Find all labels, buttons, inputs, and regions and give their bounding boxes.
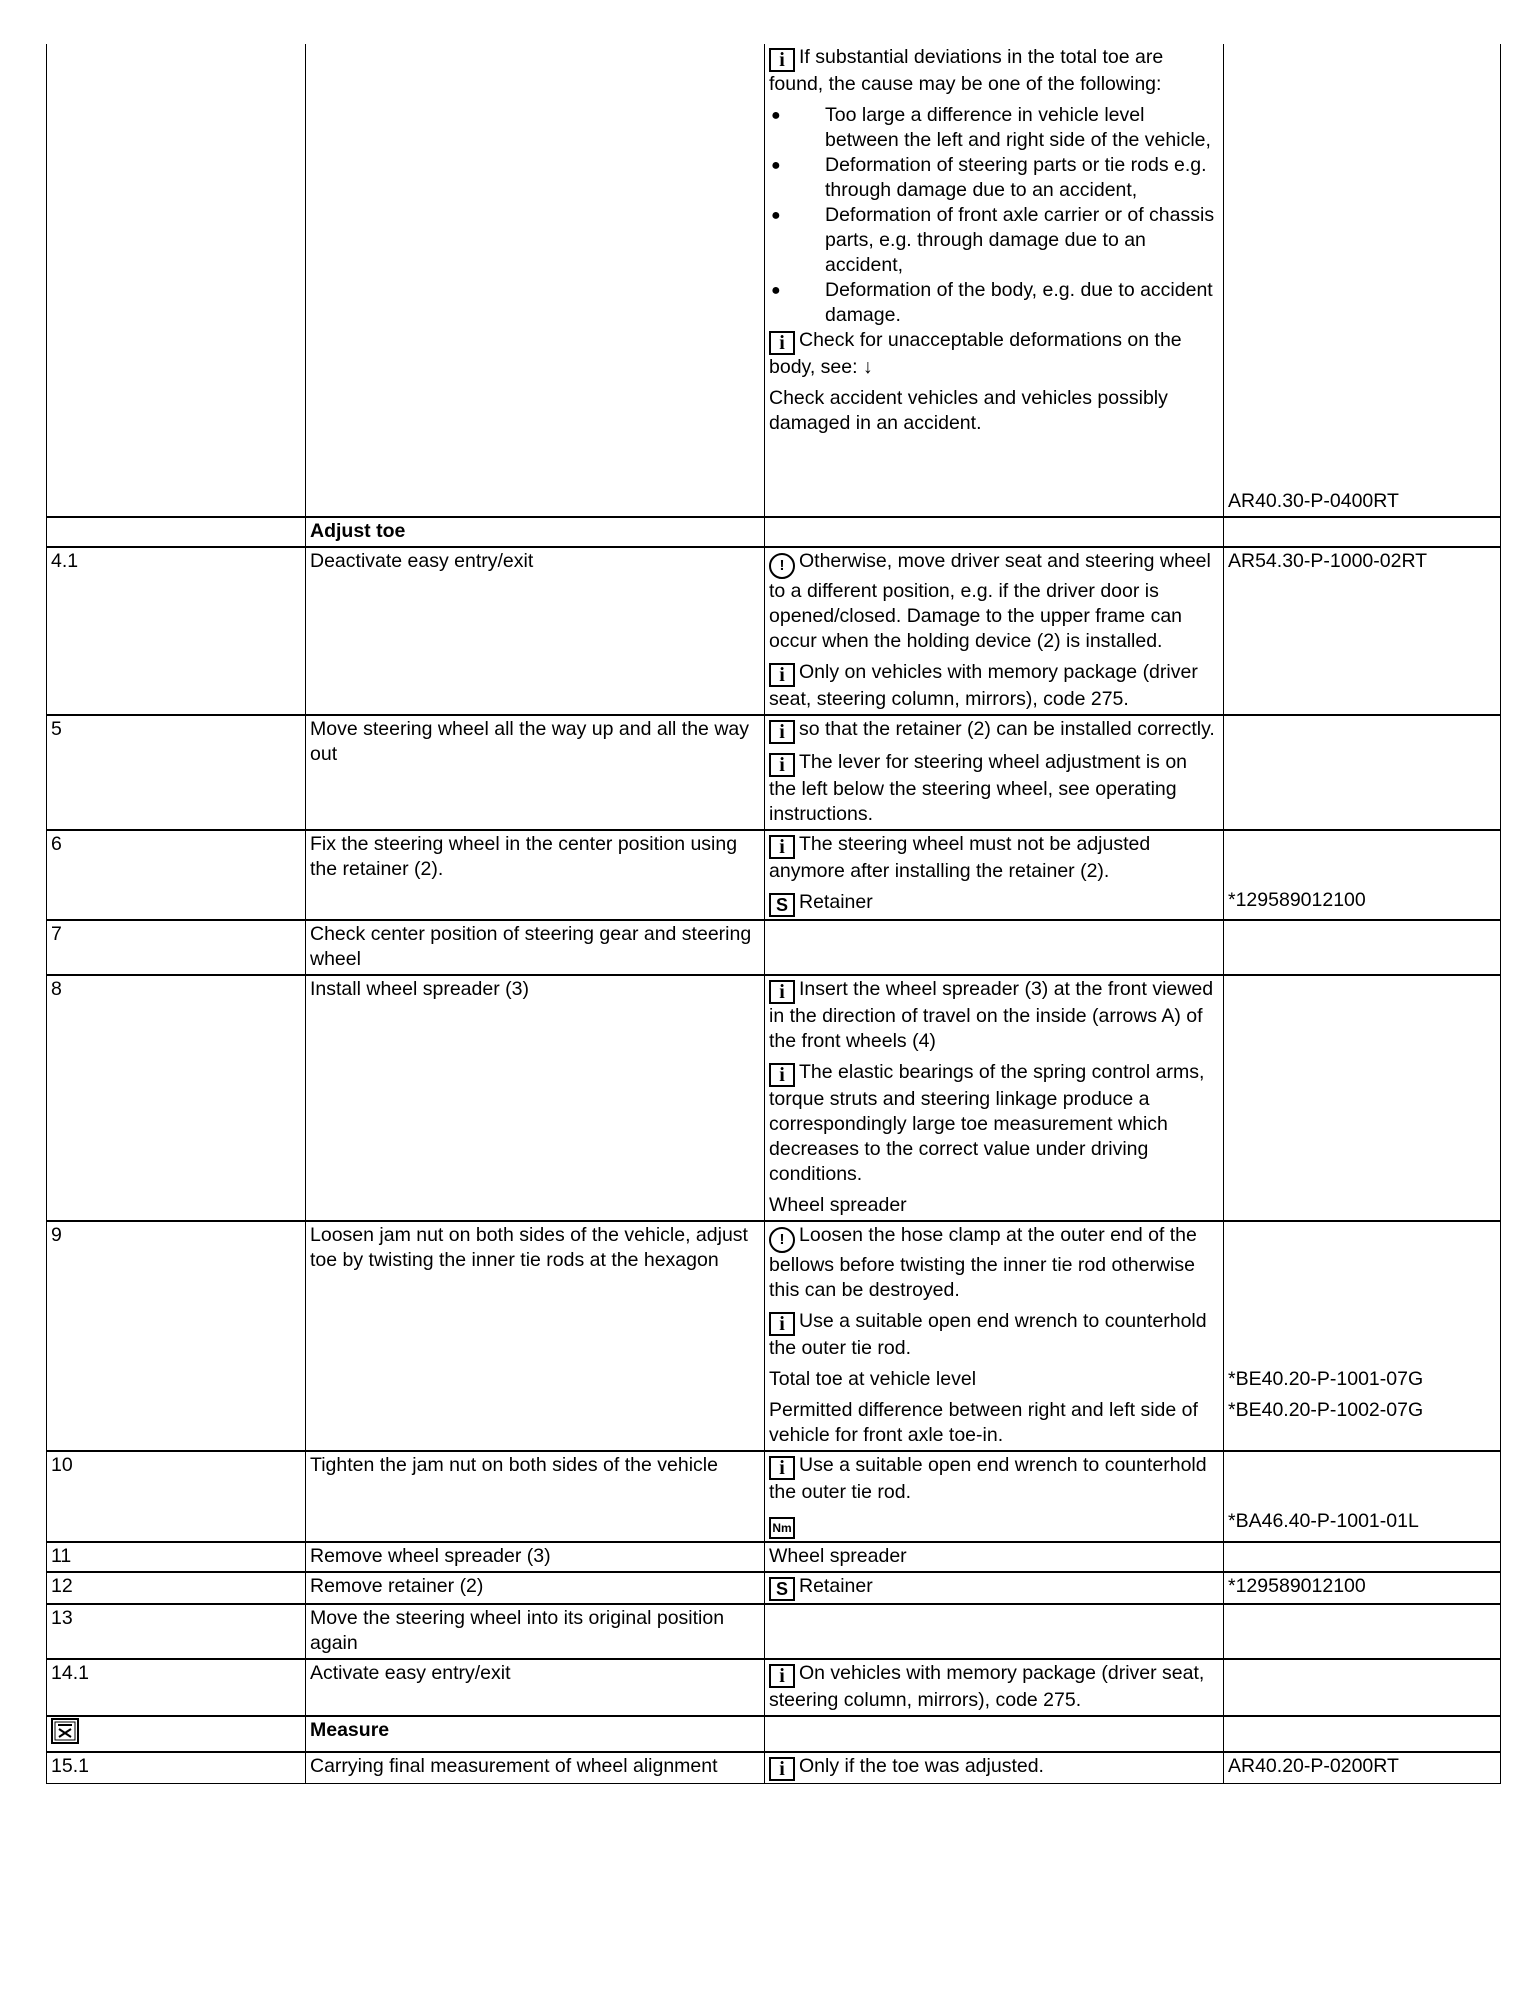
note-text: Use a suitable open end wrench to counterhold the outer tie rod. bbox=[769, 1454, 1207, 1503]
notes-cell bbox=[765, 1716, 1224, 1752]
note-text: Loosen the hose clamp at the outer end of the bellows before twisting the inner tie rod otherwise this can be destroyed. bbox=[769, 1224, 1197, 1301]
table-row bbox=[47, 1542, 1501, 1572]
table-row bbox=[47, 517, 1501, 547]
info-icon: i bbox=[769, 663, 795, 687]
notes-cell bbox=[765, 830, 1224, 920]
action-cell: Carrying final measurement of wheel alignment bbox=[306, 1752, 765, 1784]
note-text: On vehicles with memory package (driver seat, steering column, mirrors), code 275. bbox=[769, 1662, 1205, 1711]
ref-cell bbox=[1224, 975, 1501, 1221]
info-icon: i bbox=[769, 48, 795, 72]
step-cell: 12 bbox=[47, 1572, 306, 1604]
note-text: Use a suitable open end wrench to counterhold the outer tie rod. bbox=[769, 1310, 1207, 1359]
action-cell: Move steering wheel all the way up and all the way out bbox=[306, 715, 765, 830]
special-tool-icon: S bbox=[769, 1577, 795, 1601]
info-icon: i bbox=[769, 1664, 795, 1688]
notes-cell bbox=[765, 547, 1224, 715]
section-heading: Measure bbox=[310, 1719, 390, 1741]
action-cell: Tighten the jam nut on both sides of the vehicle bbox=[306, 1451, 765, 1542]
list-item: ● Too large a difference in vehicle level between the left and right side of the vehicle, bbox=[769, 103, 1219, 153]
action-cell: Deactivate easy entry/exit bbox=[306, 547, 765, 715]
action-cell bbox=[306, 517, 765, 547]
action-cell bbox=[306, 44, 765, 517]
note-text: The lever for steering wheel adjustment is on the left below the steering wheel, see operating instructions. bbox=[769, 751, 1188, 825]
action-cell: Move the steering wheel into its original position again bbox=[306, 1604, 765, 1659]
ref-cell bbox=[1224, 547, 1501, 715]
ref-cell bbox=[1224, 920, 1501, 975]
info-icon: i bbox=[769, 1456, 795, 1480]
table-row bbox=[47, 830, 1501, 920]
step-cell: 10 bbox=[47, 1451, 306, 1542]
notes-cell bbox=[765, 1221, 1224, 1451]
notes-cell bbox=[765, 1659, 1224, 1716]
table-row bbox=[47, 920, 1501, 975]
table-row bbox=[47, 1716, 1501, 1752]
step-cell bbox=[47, 1716, 306, 1752]
notes-cell bbox=[765, 715, 1224, 830]
list-item: ● Deformation of front axle carrier or of chassis parts, e.g. through damage due to an accident, bbox=[769, 203, 1219, 278]
action-cell: Remove wheel spreader (3) bbox=[306, 1542, 765, 1572]
warning-icon: ! bbox=[769, 1227, 795, 1253]
ref-cell bbox=[1224, 1604, 1501, 1659]
note-text: Insert the wheel spreader (3) at the front viewed in the direction of travel on the inside (arrows A) of the front wheels (4) bbox=[769, 978, 1214, 1052]
info-icon: i bbox=[769, 1312, 795, 1336]
notes-cell bbox=[765, 975, 1224, 1221]
reference-link[interactable]: AR40.30-P-0400RT bbox=[1228, 490, 1399, 512]
step-cell: 14.1 bbox=[47, 1659, 306, 1716]
tool-label: Retainer bbox=[799, 891, 873, 913]
note-text[interactable]: Check for unacceptable deformations on the body, see: ↓ bbox=[769, 329, 1182, 378]
reference-link[interactable]: AR54.30-P-1000-02RT bbox=[1228, 550, 1428, 572]
section-heading: Adjust toe bbox=[310, 520, 406, 542]
table-row bbox=[47, 1451, 1501, 1542]
cause-list bbox=[769, 103, 1219, 328]
action-cell: Activate easy entry/exit bbox=[306, 1659, 765, 1716]
table-row bbox=[47, 1752, 1501, 1784]
step-cell: 7 bbox=[47, 920, 306, 975]
action-cell: Remove retainer (2) bbox=[306, 1572, 765, 1604]
table-row bbox=[47, 547, 1501, 715]
ref-cell bbox=[1224, 1572, 1501, 1604]
note-text: Only if the toe was adjusted. bbox=[799, 1755, 1044, 1777]
ref-cell bbox=[1224, 1659, 1501, 1716]
info-icon: i bbox=[769, 331, 795, 355]
step-cell: 6 bbox=[47, 830, 306, 920]
measure-icon bbox=[51, 1718, 79, 1744]
ref-cell bbox=[1224, 1221, 1501, 1451]
note-text: If substantial deviations in the total toe are found, the cause may be one of the following: bbox=[769, 46, 1164, 95]
step-cell: 11 bbox=[47, 1542, 306, 1572]
list-item: ● Deformation of steering parts or tie rods e.g. through damage due to an accident, bbox=[769, 153, 1219, 203]
note-text: The steering wheel must not be adjusted anymore after installing the retainer (2). bbox=[769, 833, 1151, 882]
tool-label: Retainer bbox=[799, 1575, 873, 1597]
step-cell: 13 bbox=[47, 1604, 306, 1659]
action-cell: Install wheel spreader (3) bbox=[306, 975, 765, 1221]
action-cell bbox=[306, 1716, 765, 1752]
table-row bbox=[47, 975, 1501, 1221]
note-text: Otherwise, move driver seat and steering wheel to a different position, e.g. if the driver door is opened/closed. Damage to the upper frame can occur when the holding device (2) is installed. bbox=[769, 550, 1211, 652]
ref-cell bbox=[1224, 44, 1501, 517]
info-icon: i bbox=[769, 720, 795, 744]
ref-cell bbox=[1224, 1542, 1501, 1572]
notes-cell bbox=[765, 1604, 1224, 1659]
notes-cell bbox=[765, 920, 1224, 975]
ref-cell bbox=[1224, 830, 1501, 920]
note-text: The elastic bearings of the spring control arms, torque struts and steering linkage produce a correspondingly large toe measurement which decreases to the correct value under driving conditions. bbox=[769, 1061, 1205, 1185]
step-cell: 15.1 bbox=[47, 1752, 306, 1784]
ref-cell bbox=[1224, 517, 1501, 547]
table-row bbox=[47, 44, 1501, 517]
warning-icon: ! bbox=[769, 553, 795, 579]
notes-cell bbox=[765, 1572, 1224, 1604]
info-icon: i bbox=[769, 835, 795, 859]
torque-nm-icon: Nm bbox=[769, 1517, 795, 1539]
step-cell bbox=[47, 517, 306, 547]
notes-cell bbox=[765, 1752, 1224, 1784]
note-text: Check accident vehicles and vehicles possibly damaged in an accident. bbox=[769, 387, 1168, 434]
reference-link[interactable]: AR40.20-P-0200RT bbox=[1228, 1755, 1399, 1777]
step-cell bbox=[47, 44, 306, 517]
spec-label: Total toe at vehicle level bbox=[769, 1368, 977, 1390]
tool-label: Wheel spreader bbox=[769, 1194, 907, 1216]
notes-cell bbox=[765, 517, 1224, 547]
notes-cell bbox=[765, 1451, 1224, 1542]
ref-cell bbox=[1224, 1752, 1501, 1784]
note-text: Only on vehicles with memory package (driver seat, steering column, mirrors), code 275. bbox=[769, 661, 1198, 710]
table-row bbox=[47, 1572, 1501, 1604]
ref-cell bbox=[1224, 1716, 1501, 1752]
note-text: so that the retainer (2) can be installed correctly. bbox=[799, 718, 1215, 740]
spec-reference[interactable]: *BA46.40-P-1001-01L bbox=[1228, 1510, 1419, 1532]
ref-cell bbox=[1224, 715, 1501, 830]
spec-reference[interactable]: *BE40.20-P-1002-07G bbox=[1228, 1399, 1424, 1421]
spec-reference[interactable]: *BE40.20-P-1001-07G bbox=[1228, 1368, 1424, 1390]
action-cell: Check center position of steering gear and steering wheel bbox=[306, 920, 765, 975]
table-row bbox=[47, 1221, 1501, 1451]
info-icon: i bbox=[769, 980, 795, 1004]
table-row bbox=[47, 1659, 1501, 1716]
spec-label: Permitted difference between right and left side of vehicle for front axle toe-in. bbox=[769, 1399, 1198, 1446]
info-icon: i bbox=[769, 1757, 795, 1781]
notes-cell bbox=[765, 44, 1224, 517]
notes-cell: Wheel spreader bbox=[765, 1542, 1224, 1572]
info-icon: i bbox=[769, 753, 795, 777]
table-row bbox=[47, 715, 1501, 830]
step-cell: 5 bbox=[47, 715, 306, 830]
table-row bbox=[47, 1604, 1501, 1659]
tool-part-number[interactable]: *129589012100 bbox=[1228, 889, 1366, 911]
tool-part-number[interactable]: *129589012100 bbox=[1228, 1575, 1366, 1597]
info-icon: i bbox=[769, 1063, 795, 1087]
procedure-table bbox=[46, 44, 1501, 1784]
step-cell: 8 bbox=[47, 975, 306, 1221]
list-item: ● Deformation of the body, e.g. due to accident damage. bbox=[769, 278, 1219, 328]
ref-cell bbox=[1224, 1451, 1501, 1542]
special-tool-icon: S bbox=[769, 893, 795, 917]
step-cell: 4.1 bbox=[47, 547, 306, 715]
step-cell: 9 bbox=[47, 1221, 306, 1451]
action-cell: Loosen jam nut on both sides of the vehicle, adjust toe by twisting the inner tie rods at the hexagon bbox=[306, 1221, 765, 1451]
action-cell: Fix the steering wheel in the center position using the retainer (2). bbox=[306, 830, 765, 920]
